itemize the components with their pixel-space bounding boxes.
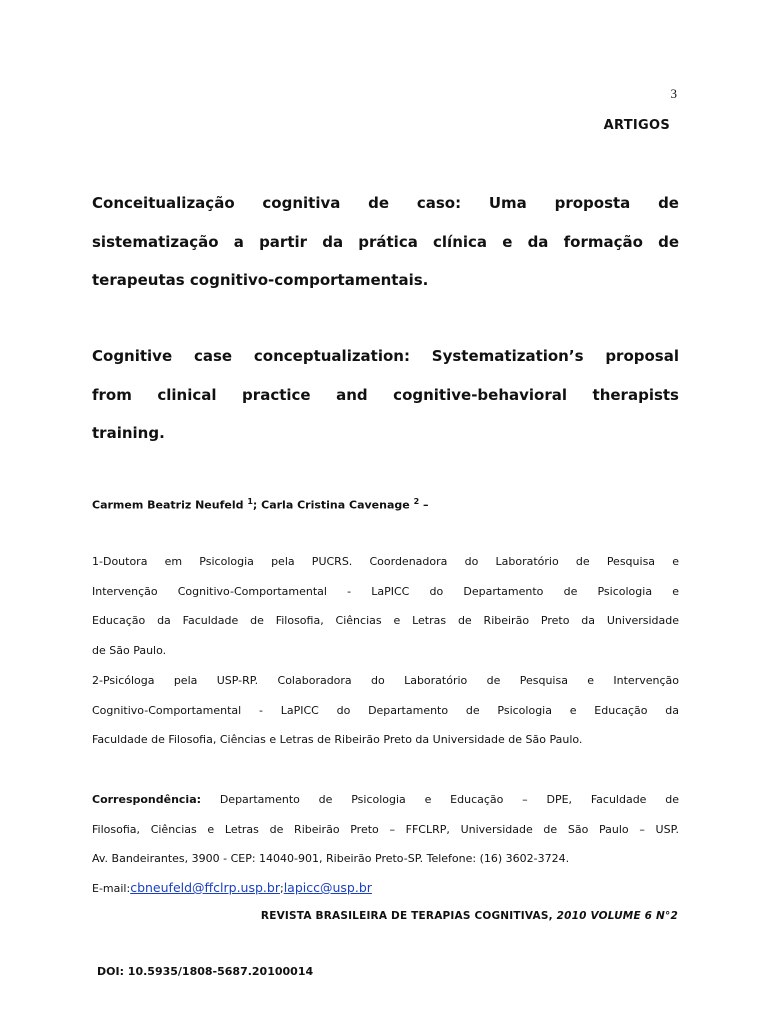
section-label: ARTIGOS bbox=[603, 118, 670, 133]
email-line bbox=[92, 880, 372, 895]
affiliation-line: Educação da Faculdade de Filosofia, Ciências e Letras de Ribeirão Preto da Universidade bbox=[92, 614, 679, 628]
affiliation-line: Intervenção Cognitivo-Comportamental - LaPICC do Departamento de Psicologia e bbox=[92, 584, 679, 598]
page-number: 3 bbox=[670, 86, 677, 101]
author-2-affiliation-mark: 2 bbox=[413, 497, 420, 506]
correspondence-label: Correspondência: bbox=[92, 793, 202, 806]
title-en-line: from clinical practice and cognitive-behavioral therapists bbox=[92, 385, 679, 404]
affiliation-2 bbox=[92, 673, 679, 762]
author-dash: – bbox=[419, 498, 429, 512]
doi: DOI: 10.5935/1808-5687.20100014 bbox=[97, 965, 314, 978]
affiliation-1 bbox=[92, 554, 679, 672]
email-link-1[interactable]: cbneufeld@ffclrp.usp.br bbox=[130, 880, 280, 895]
author-list bbox=[92, 497, 429, 512]
correspondence-text: Departamento de Psicologia e Educação – DPE, Faculdade de bbox=[201, 793, 679, 806]
affiliation-line: 1-Doutora em Psicologia pela PUCRS. Coordenadora do Laboratório de Pesquisa e bbox=[92, 555, 679, 568]
affiliation-line: 2-Psicóloga pela USP-RP. Colaboradora do Laboratório de Pesquisa e Intervenção bbox=[92, 674, 679, 687]
correspondence-line: Filosofia, Ciências e Letras de Ribeirão Preto – FFCLRP, Universidade de São Paulo – USP. bbox=[92, 822, 679, 836]
author-separator: ; Carla Cristina Cavenage bbox=[252, 498, 410, 512]
title-english bbox=[92, 346, 679, 462]
title-portuguese bbox=[92, 193, 679, 309]
journal-volume: 2010 VOLUME 6 N°2 bbox=[552, 910, 678, 922]
affiliation-line: Faculdade de Filosofia, Ciências e Letras de Ribeirão Preto da Universidade de São Paulo. bbox=[92, 733, 583, 747]
title-pt-line: Conceitualização cognitiva de caso: Uma proposta de bbox=[92, 194, 679, 212]
email-link-2[interactable]: lapicc@usp.br bbox=[283, 880, 372, 895]
correspondence-line bbox=[92, 792, 679, 822]
correspondence-line: Av. Bandeirantes, 3900 - CEP: 14040-901, Ribeirão Preto-SP. Telefone: (16) 3602-3724. bbox=[92, 852, 570, 866]
journal-name: REVISTA BRASILEIRA DE TERAPIAS COGNITIVAS, bbox=[260, 910, 553, 922]
author-1: Carmem Beatriz Neufeld bbox=[92, 498, 244, 512]
title-en-line: Cognitive case conceptualization: Systematization’s proposal bbox=[92, 347, 679, 365]
affiliation-line: Cognitivo-Comportamental - LaPICC do Departamento de Psicologia e Educação da bbox=[92, 703, 679, 717]
title-pt-line: terapeutas cognitivo-comportamentais. bbox=[92, 271, 429, 289]
author-1-affiliation-mark: 1 bbox=[247, 497, 253, 506]
email-separator: ; bbox=[279, 882, 284, 895]
journal-footer bbox=[261, 910, 678, 922]
affiliation-line: de São Paulo. bbox=[92, 643, 167, 657]
title-en-line: training. bbox=[92, 424, 165, 442]
email-label: E-mail: bbox=[92, 882, 131, 895]
correspondence-block bbox=[92, 792, 679, 881]
title-pt-line: sistematização a partir da prática clínica e da formação de bbox=[92, 232, 679, 251]
